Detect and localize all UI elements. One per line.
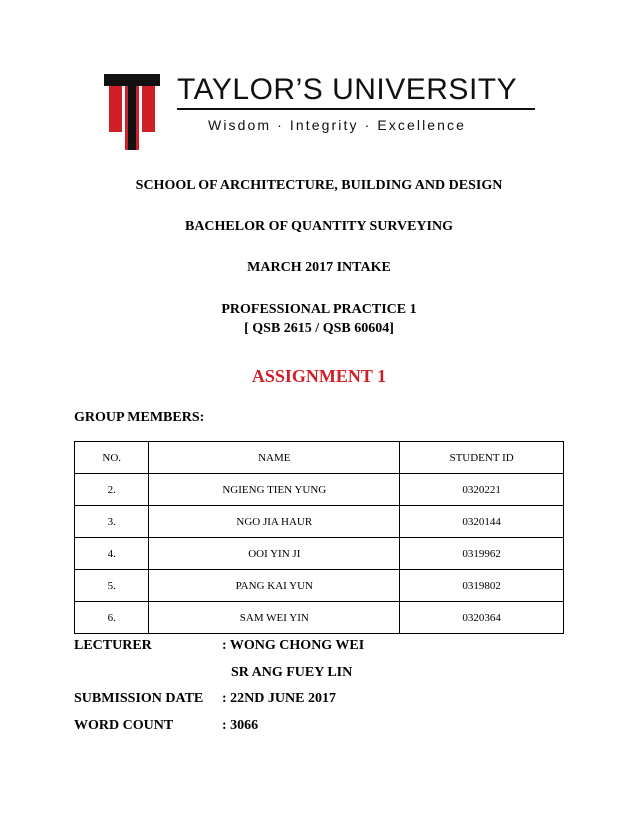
intake: MARCH 2017 INTAKE	[247, 260, 391, 275]
lecturer-value: : WONG CHONG WEI	[222, 638, 365, 653]
program-name: BACHELOR OF QUANTITY SURVEYING	[184, 219, 453, 234]
word-count-value: : 3066	[222, 718, 259, 733]
university-logo	[104, 72, 544, 152]
table-row	[75, 602, 564, 634]
member-student-id: 0320221	[400, 474, 564, 506]
group-members-label: GROUP MEMBERS:	[74, 410, 205, 425]
table-row	[75, 506, 564, 538]
university-emblem-icon	[104, 74, 160, 150]
member-no: 5.	[75, 570, 149, 602]
lecturer-value-2: SR ANG FUEY LIN	[231, 665, 353, 680]
member-no: 4.	[75, 538, 149, 570]
column-header-no: NO.	[75, 442, 149, 474]
column-header-name: NAME	[149, 442, 400, 474]
module-code: [ QSB 2615 / QSB 60604]	[244, 321, 394, 336]
member-name: NGO JIA HAUR	[149, 506, 400, 538]
submission-date-value: : 22ND JUNE 2017	[222, 691, 336, 706]
member-name: PANG KAI YUN	[149, 570, 400, 602]
submission-date-label: SUBMISSION DATE	[74, 691, 204, 706]
member-no: 3.	[75, 506, 149, 538]
assignment-title: ASSIGNMENT 1	[251, 366, 387, 386]
module-name: PROFESSIONAL PRACTICE 1	[221, 302, 417, 317]
member-name: NGIENG TIEN YUNG	[149, 474, 400, 506]
logo-divider	[177, 108, 535, 110]
lecturer-label: LECTURER	[74, 638, 152, 653]
group-members-table	[74, 441, 564, 634]
university-name: TAYLOR’S UNIVERSITY	[177, 73, 518, 106]
member-no: 2.	[75, 474, 149, 506]
word-count-label: WORD COUNT	[74, 718, 174, 733]
table-row	[75, 538, 564, 570]
member-no: 6.	[75, 602, 149, 634]
member-name: SAM WEI YIN	[149, 602, 400, 634]
school-name: SCHOOL OF ARCHITECTURE, BUILDING AND DESIGN	[135, 178, 503, 193]
table-row	[75, 474, 564, 506]
column-header-student-id: STUDENT ID	[400, 442, 564, 474]
member-student-id: 0320144	[400, 506, 564, 538]
member-student-id: 0319962	[400, 538, 564, 570]
table-row	[75, 570, 564, 602]
table-header-row	[75, 442, 564, 474]
member-student-id: 0319802	[400, 570, 564, 602]
member-name: OOI YIN JI	[149, 538, 400, 570]
university-tagline: Wisdom · Integrity · Excellence	[208, 117, 467, 133]
member-student-id: 0320364	[400, 602, 564, 634]
